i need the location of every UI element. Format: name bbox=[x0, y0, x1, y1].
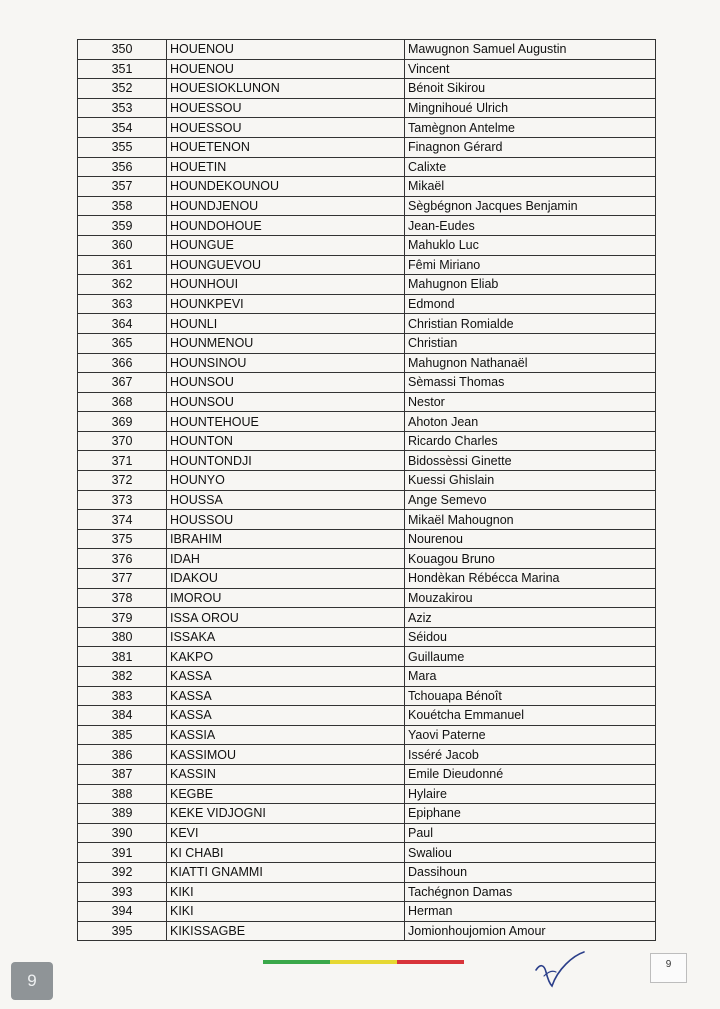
table-row bbox=[78, 667, 656, 687]
table-row bbox=[78, 647, 656, 667]
row-number-cell: 360 bbox=[78, 235, 167, 255]
first-name-cell: Ahoton Jean bbox=[405, 412, 656, 432]
table-row bbox=[78, 510, 656, 530]
table-row bbox=[78, 98, 656, 118]
first-name-cell: Mingnihoué Ulrich bbox=[405, 98, 656, 118]
last-name-cell: HOUNYO bbox=[167, 471, 405, 491]
first-name-cell: Tachégnon Damas bbox=[405, 882, 656, 902]
signature-mark bbox=[532, 950, 588, 994]
row-number-cell: 355 bbox=[78, 137, 167, 157]
first-name-cell: Kouagou Bruno bbox=[405, 549, 656, 569]
row-number-cell: 366 bbox=[78, 353, 167, 373]
row-number-cell: 392 bbox=[78, 862, 167, 882]
last-name-cell: HOUNTONDJI bbox=[167, 451, 405, 471]
table-row bbox=[78, 255, 656, 275]
table-row bbox=[78, 118, 656, 138]
table-row bbox=[78, 40, 656, 60]
first-name-cell: Calixte bbox=[405, 157, 656, 177]
names-table-body bbox=[78, 40, 656, 941]
row-number-cell: 352 bbox=[78, 79, 167, 99]
last-name-cell: KASSIN bbox=[167, 764, 405, 784]
row-number-cell: 395 bbox=[78, 921, 167, 941]
table-row bbox=[78, 745, 656, 765]
first-name-cell: Bidossèssi Ginette bbox=[405, 451, 656, 471]
last-name-cell: KIATTI GNAMMI bbox=[167, 862, 405, 882]
table-row bbox=[78, 804, 656, 824]
page-number: 9 bbox=[665, 959, 672, 970]
last-name-cell: KASSA bbox=[167, 706, 405, 726]
first-name-cell: Kouétcha Emmanuel bbox=[405, 706, 656, 726]
table-row bbox=[78, 177, 656, 197]
row-number-cell: 388 bbox=[78, 784, 167, 804]
last-name-cell: HOUENOU bbox=[167, 40, 405, 60]
table-row bbox=[78, 157, 656, 177]
row-number-cell: 379 bbox=[78, 608, 167, 628]
last-name-cell: HOUETENON bbox=[167, 137, 405, 157]
table-row bbox=[78, 549, 656, 569]
table-row bbox=[78, 471, 656, 491]
row-number-cell: 381 bbox=[78, 647, 167, 667]
table-row bbox=[78, 314, 656, 334]
row-number-cell: 370 bbox=[78, 431, 167, 451]
first-name-cell: Swaliou bbox=[405, 843, 656, 863]
first-name-cell: Hylaire bbox=[405, 784, 656, 804]
row-number-cell: 356 bbox=[78, 157, 167, 177]
table-row bbox=[78, 294, 656, 314]
last-name-cell: HOUNLI bbox=[167, 314, 405, 334]
last-name-cell: IDAKOU bbox=[167, 569, 405, 589]
row-number-cell: 359 bbox=[78, 216, 167, 236]
first-name-cell: Aziz bbox=[405, 608, 656, 628]
last-name-cell: HOUNSOU bbox=[167, 373, 405, 393]
last-name-cell: KASSIMOU bbox=[167, 745, 405, 765]
first-name-cell: Bénoit Sikirou bbox=[405, 79, 656, 99]
first-name-cell: Mawugnon Samuel Augustin bbox=[405, 40, 656, 60]
first-name-cell: Dassihoun bbox=[405, 862, 656, 882]
row-number-cell: 393 bbox=[78, 882, 167, 902]
row-number-cell: 377 bbox=[78, 569, 167, 589]
row-number-cell: 351 bbox=[78, 59, 167, 79]
row-number-cell: 387 bbox=[78, 764, 167, 784]
last-name-cell: IMOROU bbox=[167, 588, 405, 608]
table-row bbox=[78, 882, 656, 902]
first-name-cell: Mahugnon Eliab bbox=[405, 275, 656, 295]
last-name-cell: ISSA OROU bbox=[167, 608, 405, 628]
table-row bbox=[78, 529, 656, 549]
last-name-cell: HOUNGUEVOU bbox=[167, 255, 405, 275]
row-number-cell: 367 bbox=[78, 373, 167, 393]
first-name-cell: Kuessi Ghislain bbox=[405, 471, 656, 491]
first-name-cell: Mahuklo Luc bbox=[405, 235, 656, 255]
last-name-cell: KI CHABI bbox=[167, 843, 405, 863]
first-name-cell: Herman bbox=[405, 902, 656, 922]
row-number-cell: 374 bbox=[78, 510, 167, 530]
first-name-cell: Tamègnon Antelme bbox=[405, 118, 656, 138]
last-name-cell: HOUESSOU bbox=[167, 98, 405, 118]
last-name-cell: KAKPO bbox=[167, 647, 405, 667]
last-name-cell: HOUNTON bbox=[167, 431, 405, 451]
row-number-cell: 383 bbox=[78, 686, 167, 706]
row-number-cell: 391 bbox=[78, 843, 167, 863]
last-name-cell: IDAH bbox=[167, 549, 405, 569]
first-name-cell: Nourenou bbox=[405, 529, 656, 549]
first-name-cell: Jomionhoujomion Amour bbox=[405, 921, 656, 941]
last-name-cell: HOUNSINOU bbox=[167, 353, 405, 373]
first-name-cell: Séidou bbox=[405, 627, 656, 647]
row-number-cell: 368 bbox=[78, 392, 167, 412]
first-name-cell: Ange Semevo bbox=[405, 490, 656, 510]
table-row bbox=[78, 79, 656, 99]
table-row bbox=[78, 725, 656, 745]
table-row bbox=[78, 431, 656, 451]
last-name-cell: HOUNSOU bbox=[167, 392, 405, 412]
page-number-box bbox=[650, 953, 687, 983]
row-number-cell: 380 bbox=[78, 627, 167, 647]
last-name-cell: KEKE VIDJOGNI bbox=[167, 804, 405, 824]
row-number-cell: 365 bbox=[78, 333, 167, 353]
table-row bbox=[78, 784, 656, 804]
last-name-cell: HOUSSA bbox=[167, 490, 405, 510]
last-name-cell: KASSA bbox=[167, 667, 405, 687]
page-indicator-badge[interactable] bbox=[11, 962, 53, 1000]
first-name-cell: Sèmassi Thomas bbox=[405, 373, 656, 393]
last-name-cell: KIKI bbox=[167, 902, 405, 922]
last-name-cell: KIKI bbox=[167, 882, 405, 902]
first-name-cell: Jean-Eudes bbox=[405, 216, 656, 236]
page-indicator-label: 9 bbox=[27, 971, 37, 990]
row-number-cell: 350 bbox=[78, 40, 167, 60]
row-number-cell: 389 bbox=[78, 804, 167, 824]
row-number-cell: 353 bbox=[78, 98, 167, 118]
table-row bbox=[78, 902, 656, 922]
last-name-cell: HOUSSOU bbox=[167, 510, 405, 530]
first-name-cell: Mouzakirou bbox=[405, 588, 656, 608]
row-number-cell: 394 bbox=[78, 902, 167, 922]
last-name-cell: HOUNGUE bbox=[167, 235, 405, 255]
last-name-cell: KEGBE bbox=[167, 784, 405, 804]
table-row bbox=[78, 137, 656, 157]
row-number-cell: 372 bbox=[78, 471, 167, 491]
first-name-cell: Isséré Jacob bbox=[405, 745, 656, 765]
table-row bbox=[78, 862, 656, 882]
first-name-cell: Christian bbox=[405, 333, 656, 353]
first-name-cell: Mara bbox=[405, 667, 656, 687]
last-name-cell: KIKISSAGBE bbox=[167, 921, 405, 941]
table-row bbox=[78, 490, 656, 510]
last-name-cell: KASSA bbox=[167, 686, 405, 706]
row-number-cell: 386 bbox=[78, 745, 167, 765]
first-name-cell: Mikaël bbox=[405, 177, 656, 197]
last-name-cell: HOUESSOU bbox=[167, 118, 405, 138]
last-name-cell: HOUNKPEVI bbox=[167, 294, 405, 314]
first-name-cell: Paul bbox=[405, 823, 656, 843]
first-name-cell: Hondèkan Rébécca Marina bbox=[405, 569, 656, 589]
table-row bbox=[78, 392, 656, 412]
row-number-cell: 373 bbox=[78, 490, 167, 510]
first-name-cell: Tchouapa Bénoît bbox=[405, 686, 656, 706]
table-row bbox=[78, 921, 656, 941]
table-row bbox=[78, 373, 656, 393]
table-row bbox=[78, 412, 656, 432]
row-number-cell: 362 bbox=[78, 275, 167, 295]
last-name-cell: HOUENOU bbox=[167, 59, 405, 79]
first-name-cell: Epiphane bbox=[405, 804, 656, 824]
row-number-cell: 357 bbox=[78, 177, 167, 197]
row-number-cell: 363 bbox=[78, 294, 167, 314]
first-name-cell: Nestor bbox=[405, 392, 656, 412]
row-number-cell: 358 bbox=[78, 196, 167, 216]
row-number-cell: 371 bbox=[78, 451, 167, 471]
table-row bbox=[78, 353, 656, 373]
last-name-cell: HOUNTEHOUE bbox=[167, 412, 405, 432]
last-name-cell: HOUNDOHOUE bbox=[167, 216, 405, 236]
row-number-cell: 375 bbox=[78, 529, 167, 549]
last-name-cell: IBRAHIM bbox=[167, 529, 405, 549]
row-number-cell: 384 bbox=[78, 706, 167, 726]
last-name-cell: HOUESIOKLUNON bbox=[167, 79, 405, 99]
row-number-cell: 361 bbox=[78, 255, 167, 275]
row-number-cell: 382 bbox=[78, 667, 167, 687]
names-table bbox=[77, 39, 656, 941]
table-row bbox=[78, 275, 656, 295]
table-row bbox=[78, 588, 656, 608]
last-name-cell: KEVI bbox=[167, 823, 405, 843]
first-name-cell: Mahugnon Nathanaël bbox=[405, 353, 656, 373]
first-name-cell: Ricardo Charles bbox=[405, 431, 656, 451]
first-name-cell: Yaovi Paterne bbox=[405, 725, 656, 745]
table-row bbox=[78, 235, 656, 255]
table-row bbox=[78, 823, 656, 843]
table-row bbox=[78, 706, 656, 726]
table-row bbox=[78, 216, 656, 236]
first-name-cell: Fêmi Miriano bbox=[405, 255, 656, 275]
last-name-cell: HOUNDJENOU bbox=[167, 196, 405, 216]
last-name-cell: KASSIA bbox=[167, 725, 405, 745]
first-name-cell: Sègbégnon Jacques Benjamin bbox=[405, 196, 656, 216]
last-name-cell: HOUNDEKOUNOU bbox=[167, 177, 405, 197]
last-name-cell: HOUETIN bbox=[167, 157, 405, 177]
table-row bbox=[78, 196, 656, 216]
row-number-cell: 369 bbox=[78, 412, 167, 432]
flag-green-segment bbox=[263, 960, 330, 964]
first-name-cell: Finagnon Gérard bbox=[405, 137, 656, 157]
first-name-cell: Edmond bbox=[405, 294, 656, 314]
table-row bbox=[78, 451, 656, 471]
first-name-cell: Emile Dieudonné bbox=[405, 764, 656, 784]
table-row bbox=[78, 843, 656, 863]
first-name-cell: Vincent bbox=[405, 59, 656, 79]
table-row bbox=[78, 569, 656, 589]
first-name-cell: Guillaume bbox=[405, 647, 656, 667]
row-number-cell: 390 bbox=[78, 823, 167, 843]
flag-red-segment bbox=[397, 960, 464, 964]
table-row bbox=[78, 764, 656, 784]
last-name-cell: ISSAKA bbox=[167, 627, 405, 647]
first-name-cell: Mikaël Mahougnon bbox=[405, 510, 656, 530]
table-row bbox=[78, 627, 656, 647]
row-number-cell: 364 bbox=[78, 314, 167, 334]
table-row bbox=[78, 59, 656, 79]
flag-yellow-segment bbox=[330, 960, 397, 964]
flag-color-bar bbox=[263, 960, 464, 964]
row-number-cell: 378 bbox=[78, 588, 167, 608]
table-row bbox=[78, 608, 656, 628]
first-name-cell: Christian Romialde bbox=[405, 314, 656, 334]
last-name-cell: HOUNHOUI bbox=[167, 275, 405, 295]
table-row bbox=[78, 333, 656, 353]
row-number-cell: 354 bbox=[78, 118, 167, 138]
row-number-cell: 376 bbox=[78, 549, 167, 569]
last-name-cell: HOUNMENOU bbox=[167, 333, 405, 353]
table-row bbox=[78, 686, 656, 706]
row-number-cell: 385 bbox=[78, 725, 167, 745]
